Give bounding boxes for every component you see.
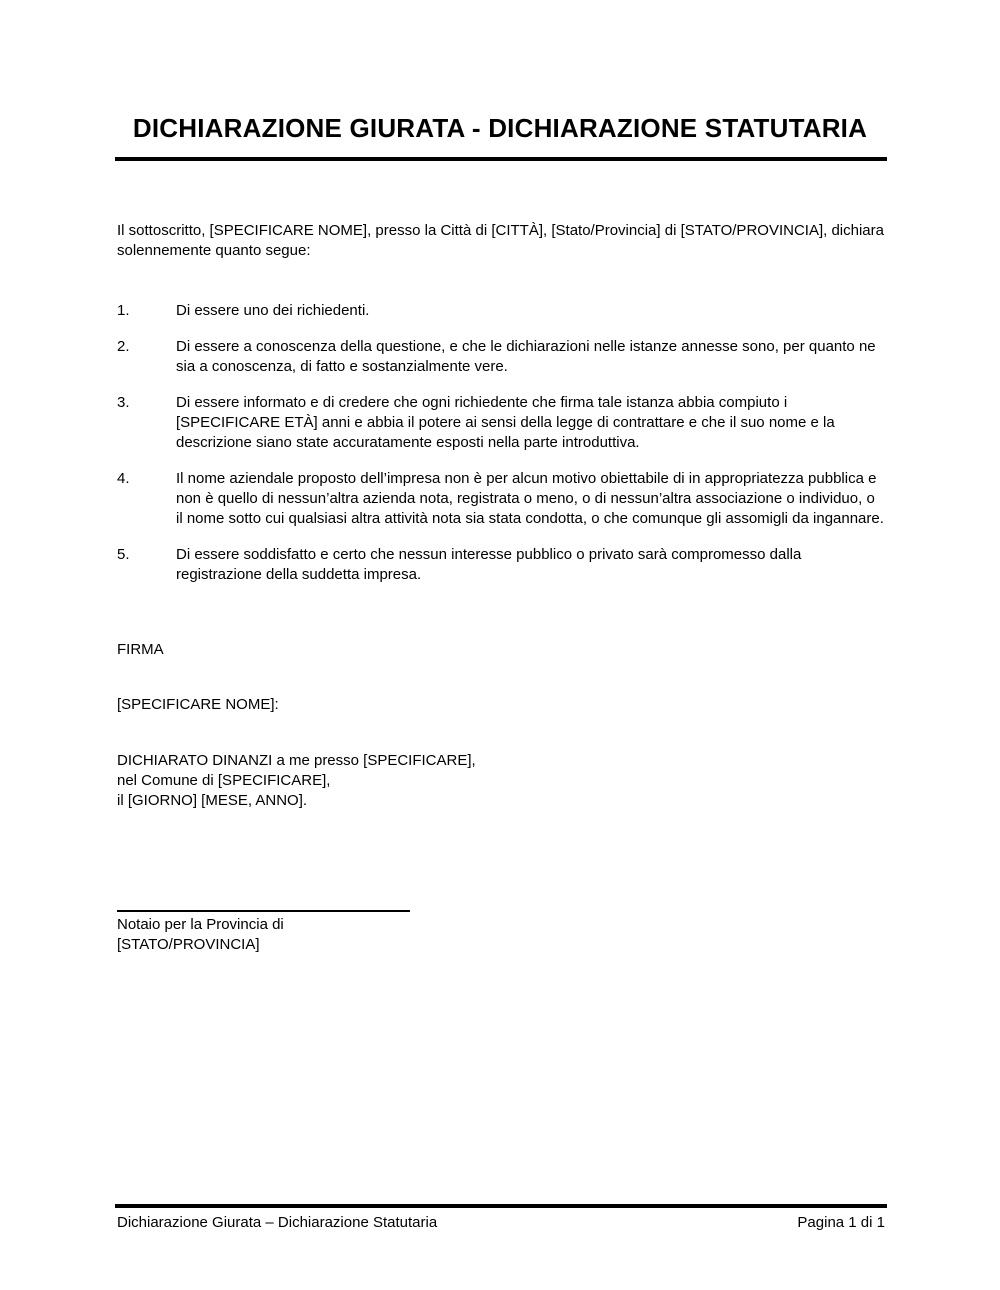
page-footer	[115, 1204, 887, 1233]
declared-before-line: il [GIORNO] [MESE, ANNO].	[117, 792, 308, 809]
declared-before-line: nel Comune di [SPECIFICARE],	[117, 772, 331, 789]
list-item	[117, 337, 884, 377]
list-item	[117, 393, 884, 453]
declaration-list	[117, 301, 884, 585]
list-item-number: 2.	[117, 338, 130, 355]
list-item	[117, 301, 884, 321]
list-item-number: 5.	[117, 546, 130, 563]
list-item-text: Di essere informato e di credere che ogni richiedente che firma tale istanza abbia compiuto i [SPECIFICARE ETÀ] anni e abbia il potere ai sensi della legge di contrattare e che il suo nome e la descrizione siano state accuratamente esposti nella parte introduttiva.	[176, 394, 835, 451]
list-item-number: 4.	[117, 470, 130, 487]
notary-line: Notaio per la Provincia di	[117, 916, 284, 933]
declared-before-block	[117, 751, 884, 811]
list-item-text: Di essere a conoscenza della questione, e che le dichiarazioni nelle istanze annesse sono, per quanto ne sia a conoscenza, di fatto e sostanzialmente vere.	[176, 338, 876, 375]
list-item-number: 3.	[117, 394, 130, 411]
page-title: DICHIARAZIONE GIURATA - DICHIARAZIONE STATUTARIA	[132, 113, 868, 143]
list-item-number: 1.	[117, 302, 130, 319]
signatory-name: [SPECIFICARE NOME]:	[117, 696, 279, 713]
list-item-text: Il nome aziendale proposto dell’impresa non è per alcun motivo obiettabile di in appropriatezza pubblica e non è quello di nessun’altra azienda nota, registrata o meno, o di nessun’altra associazione o individuo, o il nome sotto cui qualsiasi altra attività nota sia stata condotta, o che comunque gli assomigli da ingannare.	[176, 470, 884, 527]
title-rule	[115, 157, 887, 161]
footer-page-number: Pagina 1 di 1	[797, 1214, 885, 1231]
notary-signature-line	[117, 910, 410, 912]
list-item-text: Di essere soddisfatto e certo che nessun interesse pubblico o privato sarà compromesso dalla registrazione della suddetta impresa.	[176, 546, 802, 583]
notary-line: [STATO/PROVINCIA]	[117, 936, 260, 953]
notary-block	[117, 915, 884, 955]
declared-before-line: DICHIARATO DINANZI a me presso [SPECIFICARE],	[117, 752, 476, 769]
footer-rule	[115, 1204, 887, 1208]
list-item	[117, 469, 884, 529]
list-item-text: Di essere uno dei richiedenti.	[176, 302, 370, 319]
signature-label: FIRMA	[117, 641, 164, 658]
footer-document-title: Dichiarazione Giurata – Dichiarazione Statutaria	[117, 1214, 438, 1231]
intro-paragraph: Il sottoscritto, [SPECIFICARE NOME], presso la Città di [CITTÀ], [Stato/Provincia] di [STATO/PROVINCIA], dichiara solennemente quanto segue:	[117, 222, 884, 259]
list-item	[117, 545, 884, 585]
